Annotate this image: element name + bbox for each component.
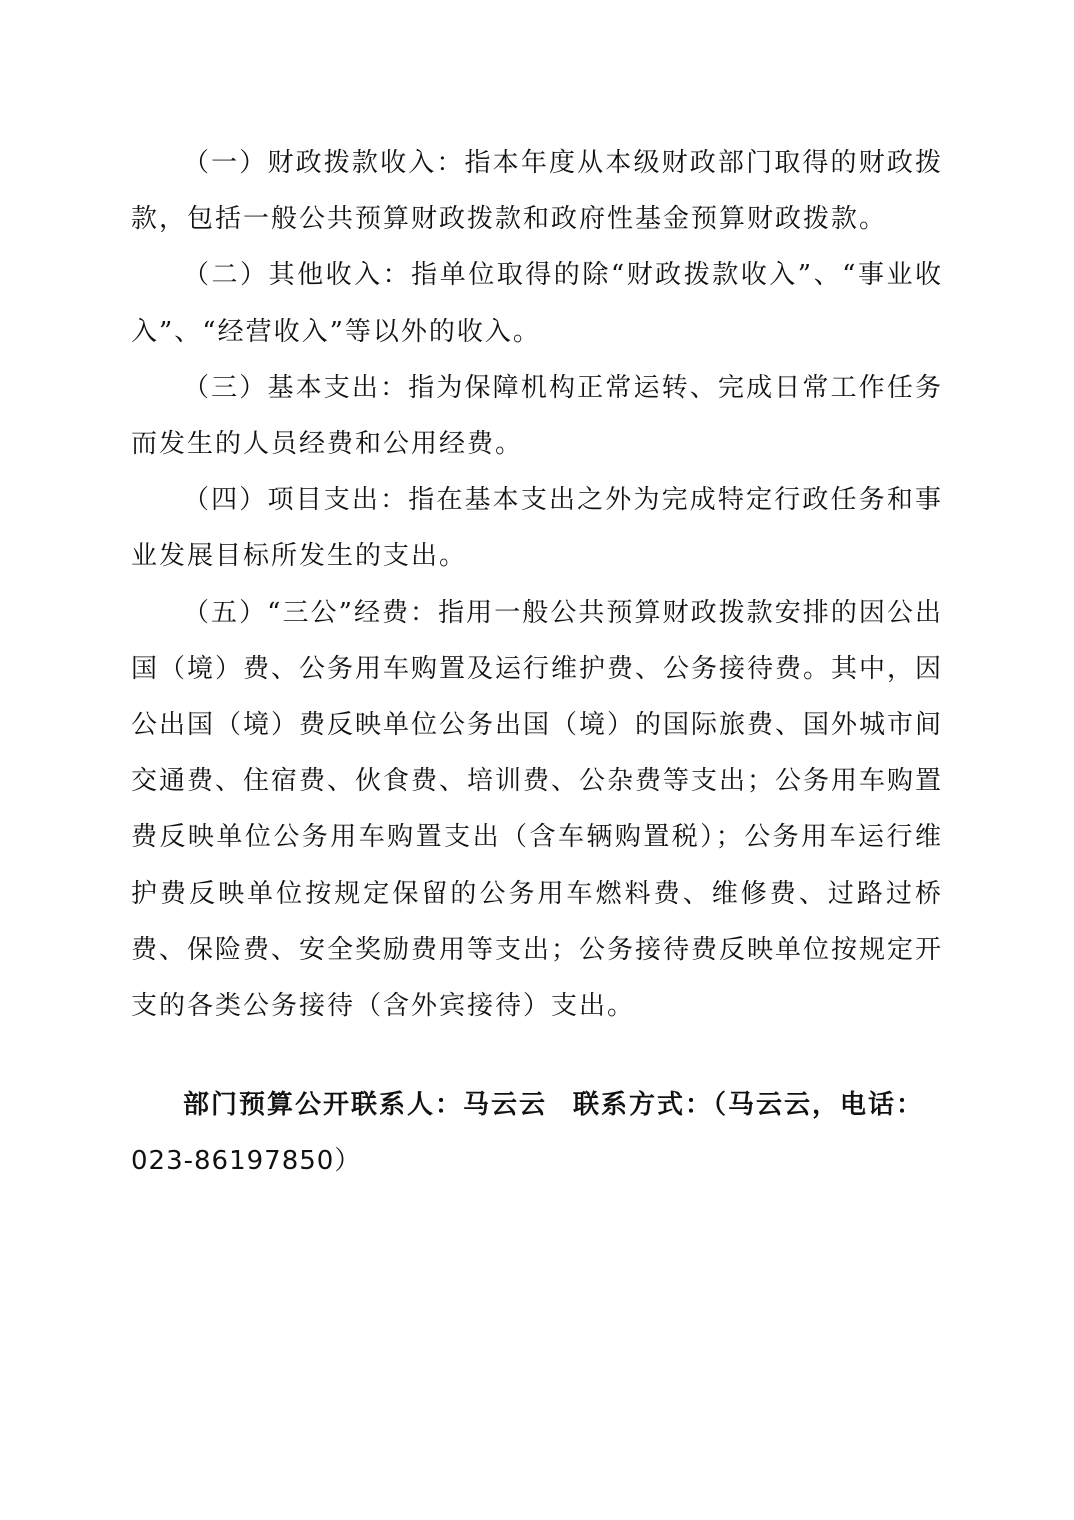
- contact-method-label: 联系方式：（马云云，电话：: [573, 1090, 925, 1120]
- contact-label: 部门预算公开联系人：: [183, 1090, 464, 1120]
- document-body: [131, 135, 943, 1034]
- contact-name: 马云云: [463, 1090, 548, 1120]
- paragraph-three-public-expenses: （五）“三公”经费：指用一般公共预算财政拨款安排的因公出国（境）费、公务用车购置及运行维护费、公务接待费。其中，因公出国（境）费反映单位公务出国（境）的国际旅费、国外城市间交通费、住宿费、伙食费、培训费、公杂费等支出；公务用车购置费反映单位公务用车购置支出（含车辆购置税）；公务用车运行维护费反映单位按规定保留的公务用车燃料费、维修费、过路过桥费、保险费、安全奖励费用等支出；公务接待费反映单位按规定开支的各类公务接待（含外宾接待）支出。: [131, 597, 944, 1022]
- contact-block: [131, 1077, 943, 1189]
- paragraph-project-expenditure: （四）项目支出：指在基本支出之外为完成特定行政任务和事业发展目标所发生的支出。: [131, 485, 943, 572]
- paragraph-other-income: （二）其他收入：指单位取得的除“财政拨款收入”、“事业收入”、“经营收入”等以外的收入。: [131, 260, 943, 347]
- contact-line: [131, 1077, 943, 1133]
- paragraph-basic-expenditure: （三）基本支出：指为保障机构正常运转、完成日常工作任务而发生的人员经费和公用经费。: [131, 372, 943, 460]
- paragraph-fiscal-income: （一）财政拨款收入：指本年度从本级财政部门取得的财政拨款，包括一般公共预算财政拨款和政府性基金预算财政拨款。: [131, 148, 943, 235]
- contact-phone: 023-86197850）: [131, 1146, 362, 1176]
